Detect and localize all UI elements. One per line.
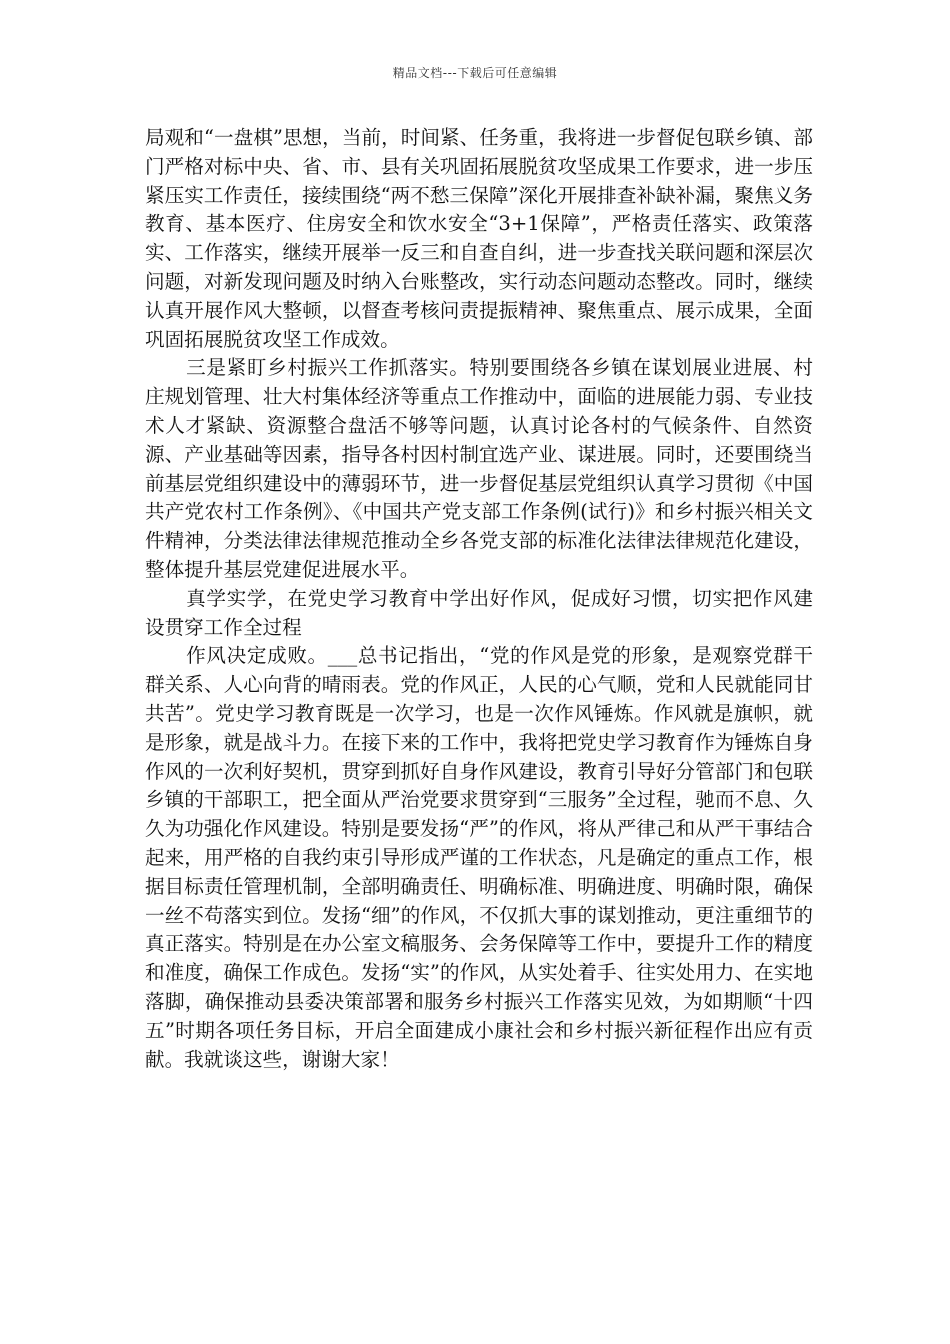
section-heading-work-style: 真学实学，在党史学习教育中学出好作风，促成好习惯，切实把作风建设贯穿工作全过程 [145, 586, 813, 639]
paragraph-rural-revitalization: 三是紧盯乡村振兴工作抓落实。特别要围绕各乡镇在谋划展业进展、村庄规划管理、壮大村集体经济等重点工作推动中，面临的进展能力弱、专业技术人才紧缺、资源整合盘活不够等问题，认真讨论各村的气候条件、自然资源、产业基础等因素，指导各村因村制宜选产业、谋进展。同时，还要围绕当前基层党组织建设中的薄弱环节，进一步督促基层党组织认真学习贯彻《中国共产党农村工作条例》、《中国共产党支部工作条例(试行)》和乡村振兴相关文件精神，分类法律法律规范推动全乡各党支部的标准化法律法律规范化建设，整体提升基层党建促进展水平。 [145, 356, 813, 581]
document-body [145, 124, 813, 1074]
paragraph-continuation: 局观和“一盘棋”思想，当前，时间紧、任务重，我将进一步督促包联乡镇、部门严格对标中央、省、市、县有关巩固拓展脱贫攻坚成果工作要求，进一步压紧压实工作责任，接续围绕“两不愁三保障”深化开展排查补缺补漏，聚焦义务教育、基本医疗、住房安全和饮水安全“3+1保障”，严格责任落实、政策落实、工作落实，继续开展举一反三和自查自纠，进一步查找关联问题和深层次问题，对新发现问题及时纳入台账整改，实行动态问题动态整改。同时，继续认真开展作风大整顿，以督查考核问责提振精神、聚焦重点、展示成果，全面巩固拓展脱贫攻坚工作成效。 [145, 126, 813, 351]
page-header: 精品文档---下载后可任意编辑 [392, 66, 558, 80]
paragraph-work-style: 作风决定成败。___总书记指出，“党的作风是党的形象，是观察党群干群关系、人心向背的晴雨表。党的作风正，人民的心气顺，党和人民就能同甘共苦”。党史学习教育既是一次学习，也是一次作风锤炼。作风就是旗帜，就是形象，就是战斗力。在接下来的工作中，我将把党史学习教育作为锤炼自身作风的一次利好契机，贯穿到抓好自身作风建设，教育引导好分管部门和包联乡镇的干部职工，把全面从严治党要求贯穿到“三服务”全过程，驰而不息、久久为功强化作风建设。特别是要发扬“严”的作风，将从严律己和从严干事结合起来，用严格的自我约束引导形成严谨的工作状态，凡是确定的重点工作，根据目标责任管理机制，全部明确责任、明确标准、明确进度、明确时限，确保一丝不苟落实到位。发扬“细”的作风，不仅抓大事的谋划推动，更注重细节的真正落实。特别是在办公室文稿服务、会务保障等工作中，要提升工作的精度和准度，确保工作成色。发扬“实”的作风，从实处着手、往实处用力、在实地落脚，确保推动县委决策部署和服务乡村振兴工作落实见效，为如期顺“十四五”时期各项任务目标，开启全面建成小康社会和乡村振兴新征程作出应有贡献。我就谈这些，谢谢大家！ [145, 644, 813, 1071]
